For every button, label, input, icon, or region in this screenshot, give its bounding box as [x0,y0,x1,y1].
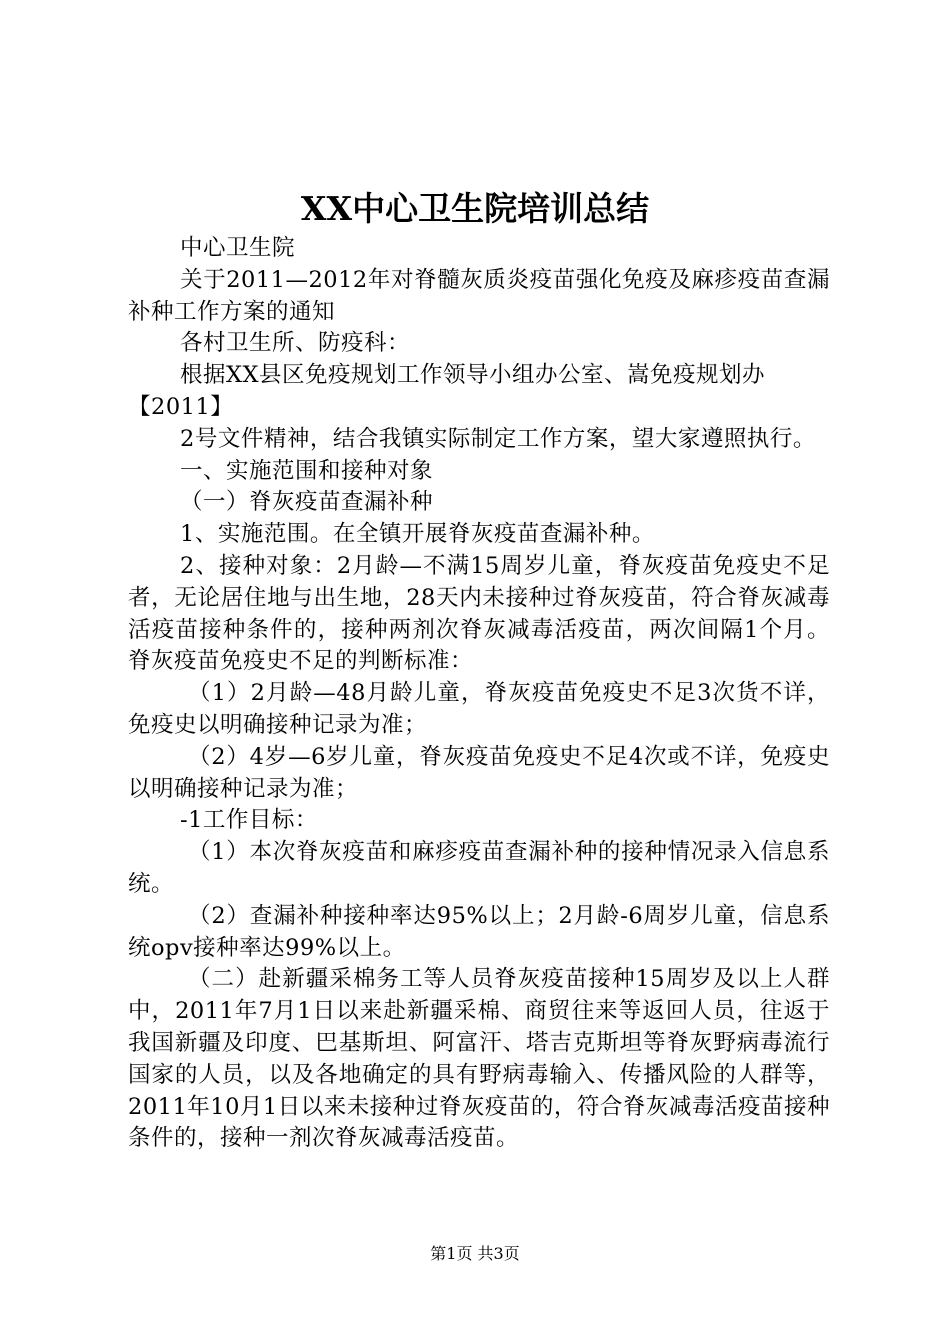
paragraph-goal-2: （2）查漏补种接种率达95%以上；2月龄-6周岁儿童，信息系统opv接种率达99%以上。 [128,902,830,961]
paragraph-criteria-2: （2）4岁—6岁儿童，脊灰疫苗免疫史不足4次或不详，免疫史以明确接种记录为准； [128,743,830,802]
paragraph-goal-1: （1）本次脊灰疫苗和麻疹疫苗查漏补种的接种情况录入信息系统。 [128,839,830,897]
paragraph-xinjiang-workers: （二）赴新疆采棉务工等人员脊灰疫苗接种15周岁及以上人群中，2011年7月1日以来赴新疆采棉、商贸往来等返回人员，往返于我国新疆及印度、巴基斯坦、阿富汗、塔吉克斯坦等脊灰野病毒流行国家的人员，以及各地确定的具有野病毒输入、传播风险的人群等，2011年10月1日以来未接种过脊灰疫苗的，符合脊灰减毒活疫苗接种条件的，接种一剂次脊灰减毒活疫苗。 [128,966,830,1152]
paragraph-recipient-org: 中心卫生院 [180,235,296,261]
paragraph-implementation-scope: 1、实施范围。在全镇开展脊灰疫苗查漏补种。 [180,521,655,548]
paragraph-addressees: 各村卫生所、防疫科： [180,330,411,357]
paragraph-criteria-1: （1）2月龄—48月龄儿童，脊灰疫苗免疫史不足3次货不详，免疫史以明确接种记录为准； [128,680,830,738]
heading-work-goals: -1工作目标： [180,807,318,834]
heading-polio-catchup: （一）脊灰疫苗查漏补种 [180,489,434,516]
paragraph-document-number: 【2011】 [128,393,234,420]
heading-scope-and-targets: 一、实施范围和接种对象 [180,457,434,484]
document-title: XX中心卫生院培训总结 [300,189,650,228]
paragraph-basis: 根据XX县区免疫规划工作领导小组办公室、嵩免疫规划办 [180,362,766,389]
paragraph-vaccination-targets: 2、接种对象：2月龄—不满15周岁儿童，脊灰疫苗免疫史不足者，无论居住地与出生地，28天内未接种过脊灰疫苗，符合脊灰减毒活疫苗接种条件的，接种两剂次脊灰减毒活疫苗，两次间隔1个月。脊灰疫苗免疫史不足的判断标准： [128,552,830,675]
paragraph-document-spirit: 2号文件精神，结合我镇实际制定工作方案，望大家遵照执行。 [180,425,816,452]
paragraph-notice-title: 关于2011—2012年对脊髓灰质炎疫苗强化免疫及麻疹疫苗查漏补种工作方案的通知 [128,266,830,325]
document-body [128,233,830,1155]
page-footer: 第1页 共3页 [430,1244,520,1263]
